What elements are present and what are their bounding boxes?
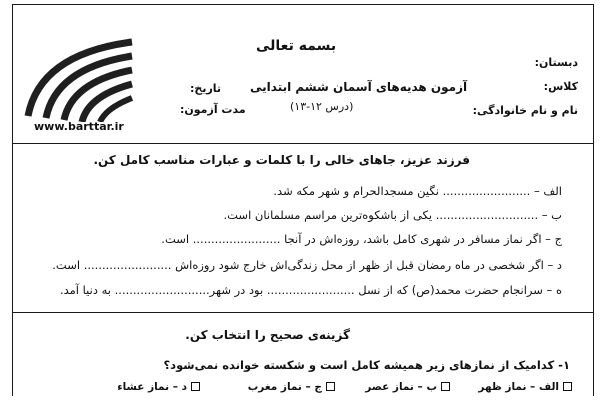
option-alef[interactable]: الف – نماز ظهر	[478, 381, 572, 393]
fill-item-he: ه – سرانجام حضرت محمد(ص) که از نسل ........................ بود در شهر.......................... به دنیا آمد.	[59, 283, 562, 297]
date-label: تاریخ:	[190, 82, 222, 95]
fill-item-dal: د – اگر شخصی در ماه رمضان قبل از ظهر از محل زندگی‌اش خارج شود روزه‌اش ........................ است.	[52, 258, 562, 272]
name-label: نام و نام خانوادگی:	[472, 104, 578, 117]
class-label: کلاس:	[543, 80, 578, 93]
bismillah-title: بسمه تعالی	[256, 38, 337, 54]
school-label: دبستان:	[534, 56, 578, 69]
option-checkbox[interactable]	[441, 382, 450, 391]
option-be[interactable]: ب – نماز عصر	[365, 381, 450, 393]
website-url[interactable]: www.barttar.ir	[34, 120, 124, 133]
section2-instruction: گزینه‌ی صحیح را انتخاب کن.	[185, 328, 350, 342]
header-divider	[12, 143, 594, 144]
option-checkbox[interactable]	[326, 382, 335, 391]
option-checkbox[interactable]	[563, 382, 572, 391]
option-jim[interactable]: ج – نماز مغرب	[248, 381, 335, 393]
barttar-logo-icon	[20, 34, 140, 122]
fill-item-be: ب – ............................ یکی از باشکوه‌ترین مراسم مسلمانان است.	[223, 208, 562, 222]
fill-item-alef: الف – ........................ نگین مسجدالحرام و شهر مکه شد.	[273, 184, 562, 198]
option-dal[interactable]: د – نماز عشاء	[117, 381, 200, 393]
mcq-question: ۱- کدامیک از نمازهای زیر همیشه کامل است و شکسته خوانده نمی‌شود؟	[163, 358, 570, 372]
lesson-range: (درس ۱۲-۱۳)	[290, 100, 354, 113]
option-checkbox[interactable]	[191, 382, 200, 391]
exam-title: آزمون هدیه‌های آسمان ششم ابتدایی	[250, 80, 468, 94]
fill-item-jim: ج – اگر نماز مسافر در شهری کامل باشد، روزه‌اش در آنجا ........................ است.	[161, 232, 562, 246]
section1-instruction: فرزند عزیز، جاهای خالی را با کلمات و عبارات مناسب کامل کن.	[93, 153, 470, 167]
duration-label: مدت آزمون:	[180, 103, 246, 116]
section-divider	[12, 312, 594, 313]
